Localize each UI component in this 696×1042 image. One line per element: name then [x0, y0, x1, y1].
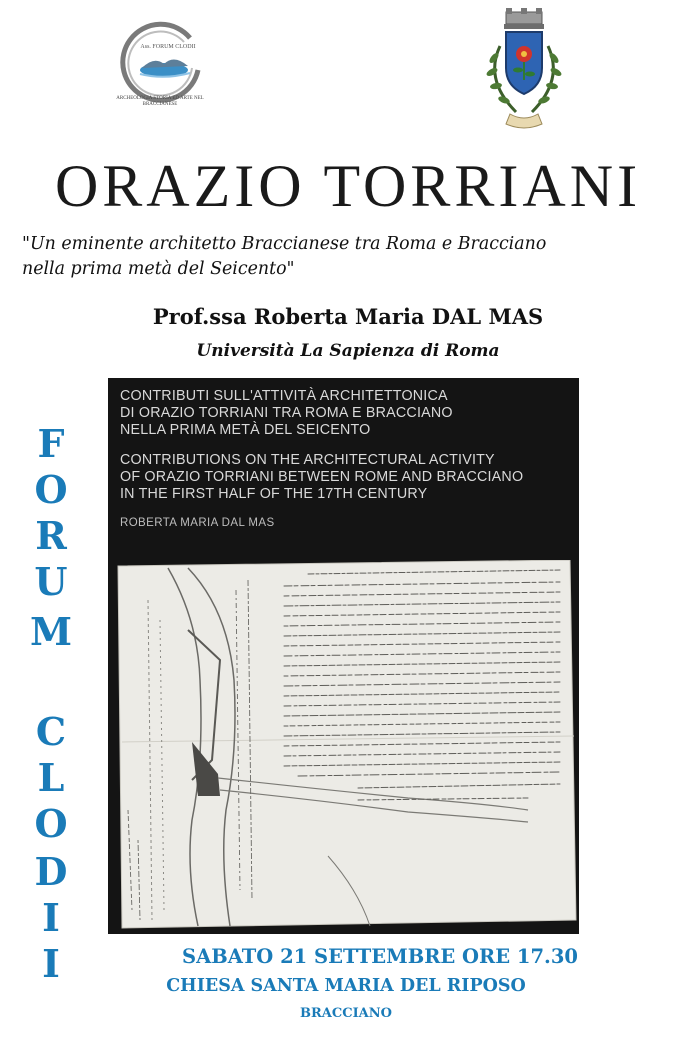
speaker-name: Prof.ssa Roberta Maria DAL MAS [152, 304, 544, 329]
poster-subtitle [22, 232, 696, 282]
side-letter: U [34, 559, 68, 604]
logo-ring-text: Ass. FORUM CLODII [140, 44, 196, 50]
coat-of-arms-icon [470, 6, 578, 134]
event-place: CHIESA SANTA MARIA DEL RIPOSO [166, 976, 526, 996]
side-letter: F [37, 421, 65, 466]
side-letter: D [34, 849, 68, 894]
manuscript-map-icon [108, 560, 579, 934]
event-date-time: SABATO 21 SETTEMBRE ORE 17.30 [182, 945, 578, 968]
book-cover [108, 378, 579, 934]
side-letter: M [29, 609, 73, 654]
subtitle-line-1: "Un eminente architetto Braccianese tra Roma e Bracciano [22, 234, 547, 254]
subtitle-line-2: nella prima metà del Seicento" [22, 259, 295, 279]
poster-title: ORAZIO TORRIANI [54, 153, 642, 219]
book-author: ROBERTA MARIA DAL MAS [120, 517, 275, 529]
book-title-english: CONTRIBUTIONS ON THE ARCHITECTURAL ACTIVITY OF ORAZIO TORRIANI BETWEEN ROME AND BRACCIANO IN THE FIRST HALF OF THE 17TH CENTURY [120, 452, 524, 502]
side-letter: O [34, 467, 68, 512]
side-letter: O [34, 801, 68, 846]
book-title-italian: CONTRIBUTI SULL'ATTIVITÀ ARCHITETTONICA DI ORAZIO TORRIANI TRA ROMA E BRACCIANO NELLA PRIMA METÀ DEL SEICENTO [120, 388, 453, 438]
side-letter: L [37, 755, 65, 800]
side-letter: R [35, 513, 67, 558]
side-letter: I [42, 895, 60, 940]
speaker-university: Università La Sapienza di Roma [196, 341, 500, 361]
side-letter: C [35, 709, 67, 754]
event-city: BRACCIANO [300, 1006, 392, 1021]
logo-caption: ARCHEOLOGIA STORIA ED ARTE NEL BRACCIANESE [116, 96, 204, 107]
bracciano-coat-of-arms [470, 6, 578, 134]
historic-map-image [108, 560, 579, 934]
side-letter: I [42, 941, 60, 986]
